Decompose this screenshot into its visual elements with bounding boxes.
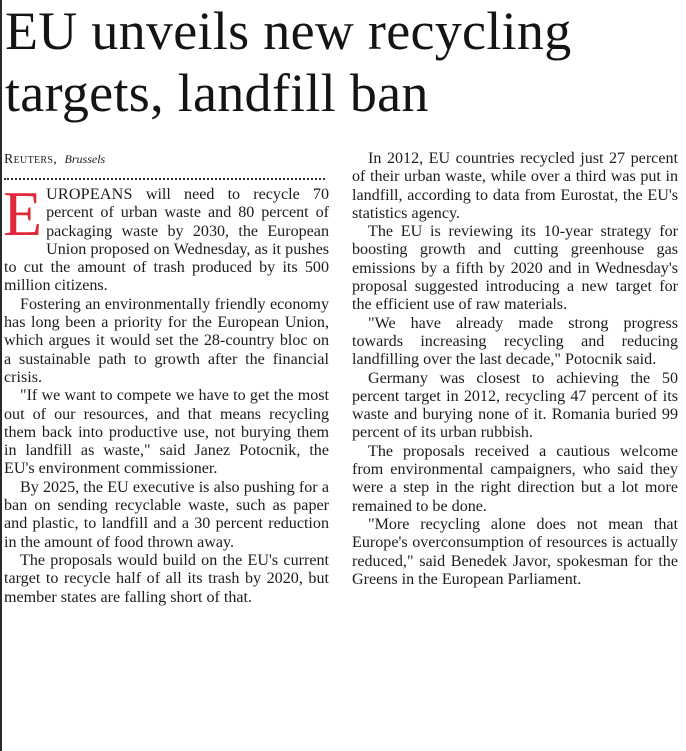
page-edge-rule	[0, 0, 2, 751]
paragraph: "If we want to compete we have to get the most out of our resources, and that means recycling them back into productive use, not burying them in landfill as waste," said Janez Potocnik, the EU's environment commissioner.	[4, 387, 329, 478]
paragraph: "We have already made strong progress towards increasing recycling and reducing landfilling over the last decade," Potocnik said.	[352, 314, 678, 369]
byline-location: Brussels	[64, 152, 106, 166]
paragraph: The proposals would build on the EU's current target to recycle half of all its trash by 2020, but member states are falling short of that.	[4, 551, 329, 606]
lead-smallcaps: UROPEANS	[46, 186, 133, 203]
headline: EU unveils new recycling targets, landfill ban	[5, 1, 572, 123]
article-column-left	[4, 150, 329, 607]
paragraph-lead	[3, 178, 329, 296]
paragraph: "More recycling alone does not mean that Europe's overconsumption of resources is actually reduced," said Benedek Javor, spokesman for the Greens in the European Parliament.	[352, 515, 678, 588]
lead-text: will need to recycle 70 percent of urban waste and 80 percent of packaging waste by 2030, the European Union proposed on Wednesday, as it pushes to cut the amount of trash produced by its 500 million citizens.	[4, 186, 329, 295]
paragraph: In 2012, EU countries recycled just 27 percent of their urban waste, while over a third was put in landfill, according to data from Eurostat, the EU's statistics agency.	[352, 150, 678, 222]
paragraph: Fostering an environmentally friendly economy has long been a priority for the European Union, which argues it would set the 28-country bloc on a sustainable path to growth after the financial crisis.	[4, 295, 329, 386]
paragraph: Germany was closest to achieving the 50 percent target in 2012, recycling 47 percent of its waste and burying none of it. Romania buried 99 percent of its urban rubbish.	[352, 369, 678, 442]
paragraph: The EU is reviewing its 10-year strategy for boosting growth and cutting greenhouse gas emissions by a fifth by 2020 and in Wednesday's proposal suggested introducing a new target for the efficient use of raw materials.	[352, 223, 678, 314]
drop-cap: E	[3, 178, 43, 249]
byline	[4, 150, 329, 172]
byline-divider	[4, 178, 325, 180]
paragraph: By 2025, the EU executive is also pushing for a ban on sending recyclable waste, such as paper and plastic, to landfill and a 30 percent reduction in the amount of food thrown away.	[4, 478, 329, 551]
byline-source: Reuters,	[4, 152, 58, 167]
paragraph: The proposals received a cautious welcome from environmental campaigners, who said they were a step in the right direction but a lot more remained to be done.	[352, 442, 678, 515]
article-column-right	[352, 150, 678, 589]
